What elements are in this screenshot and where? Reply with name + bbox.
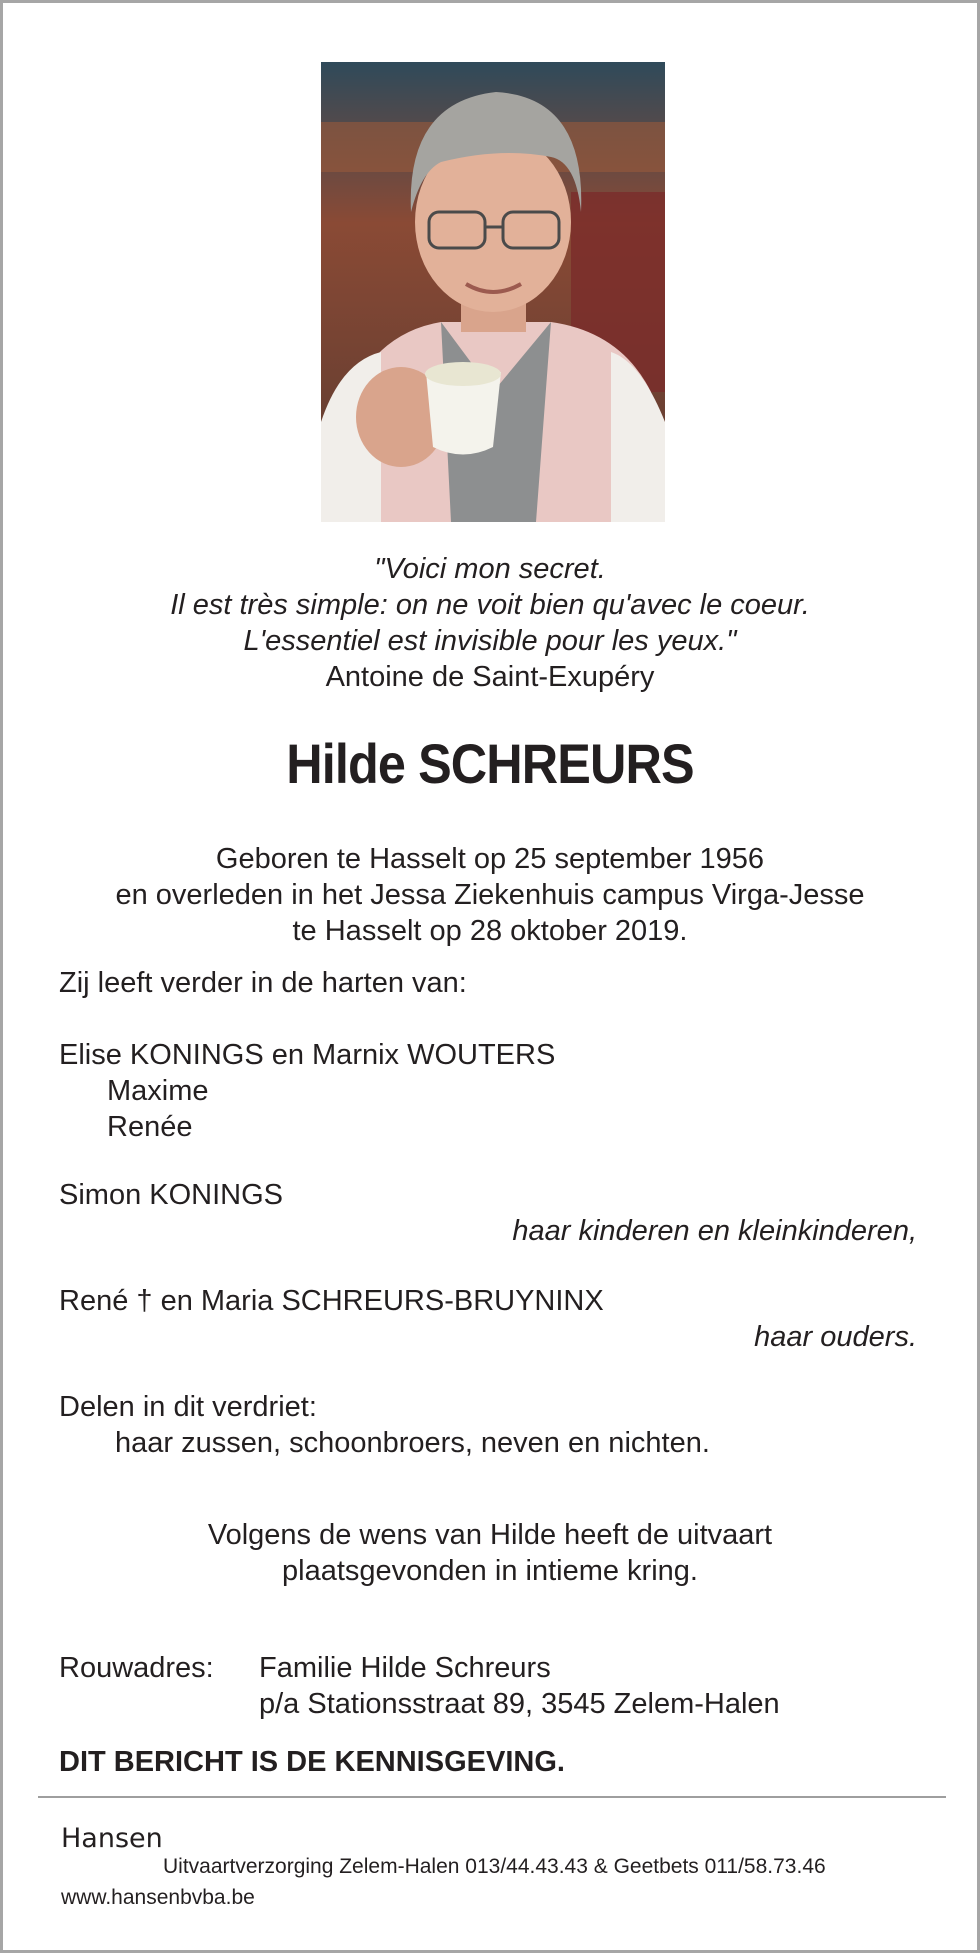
website-link[interactable]: www.hansenbvba.be xyxy=(61,1886,255,1909)
family-line-1: Elise KONINGS en Marnix WOUTERS xyxy=(59,1039,556,1071)
portrait-photo xyxy=(321,62,665,522)
birth-death-info xyxy=(3,841,977,949)
funeral-line-2: plaatsgevonden in intieme kring. xyxy=(282,1555,698,1587)
address-label: Rouwadres: xyxy=(59,1652,214,1684)
logo-text: Hansen xyxy=(61,1823,163,1854)
birth-line-1: Geboren te Hasselt op 25 september 1956 xyxy=(215,843,765,875)
parents-line: René † en Maria SCHREURS-BRUYNINX xyxy=(59,1285,604,1317)
sharing-line: haar zussen, schoonbroers, neven en nichten. xyxy=(115,1427,710,1459)
deceased-name: Hilde SCHREURS xyxy=(286,732,694,795)
funeral-home-info: Uitvaartverzorging Zelem-Halen 013/44.43.43 & Geetbets 011/58.73.46 xyxy=(163,1855,826,1878)
address-line-2: p/a Stationsstraat 89, 3545 Zelem-Halen xyxy=(259,1688,780,1720)
quote-line-2: Il est très simple: on ne voit bien qu'avec le coeur. xyxy=(170,589,810,621)
grandchild-1: Maxime xyxy=(107,1075,209,1107)
funeral-info xyxy=(3,1517,977,1589)
hansen-logo xyxy=(61,1823,163,1854)
sharing-intro: Delen in dit verdriet: xyxy=(59,1391,317,1423)
quote-line-3: L'essentiel est invisible pour les yeux." xyxy=(243,625,737,657)
quote-author: Antoine de Saint-Exupéry xyxy=(325,661,655,693)
birth-line-3: te Hasselt op 28 oktober 2019. xyxy=(292,915,688,947)
children-label: haar kinderen en kleinkinderen, xyxy=(512,1215,917,1247)
funeral-line-1: Volgens de wens van Hilde heeft de uitvaart xyxy=(207,1519,773,1551)
address-line-1: Familie Hilde Schreurs xyxy=(259,1652,551,1684)
family-line-2: Simon KONINGS xyxy=(59,1179,283,1211)
quote-block xyxy=(3,551,977,695)
parents-label: haar ouders. xyxy=(754,1321,917,1353)
notice-text: DIT BERICHT IS DE KENNISGEVING. xyxy=(59,1746,565,1778)
survivors-intro: Zij leeft verder in de harten van: xyxy=(59,967,467,999)
quote-line-1: "Voici mon secret. xyxy=(374,553,606,585)
footer-divider xyxy=(38,1796,946,1798)
grandchild-2: Renée xyxy=(107,1111,193,1143)
birth-line-2: en overleden in het Jessa Ziekenhuis campus Virga-Jesse xyxy=(115,879,865,911)
